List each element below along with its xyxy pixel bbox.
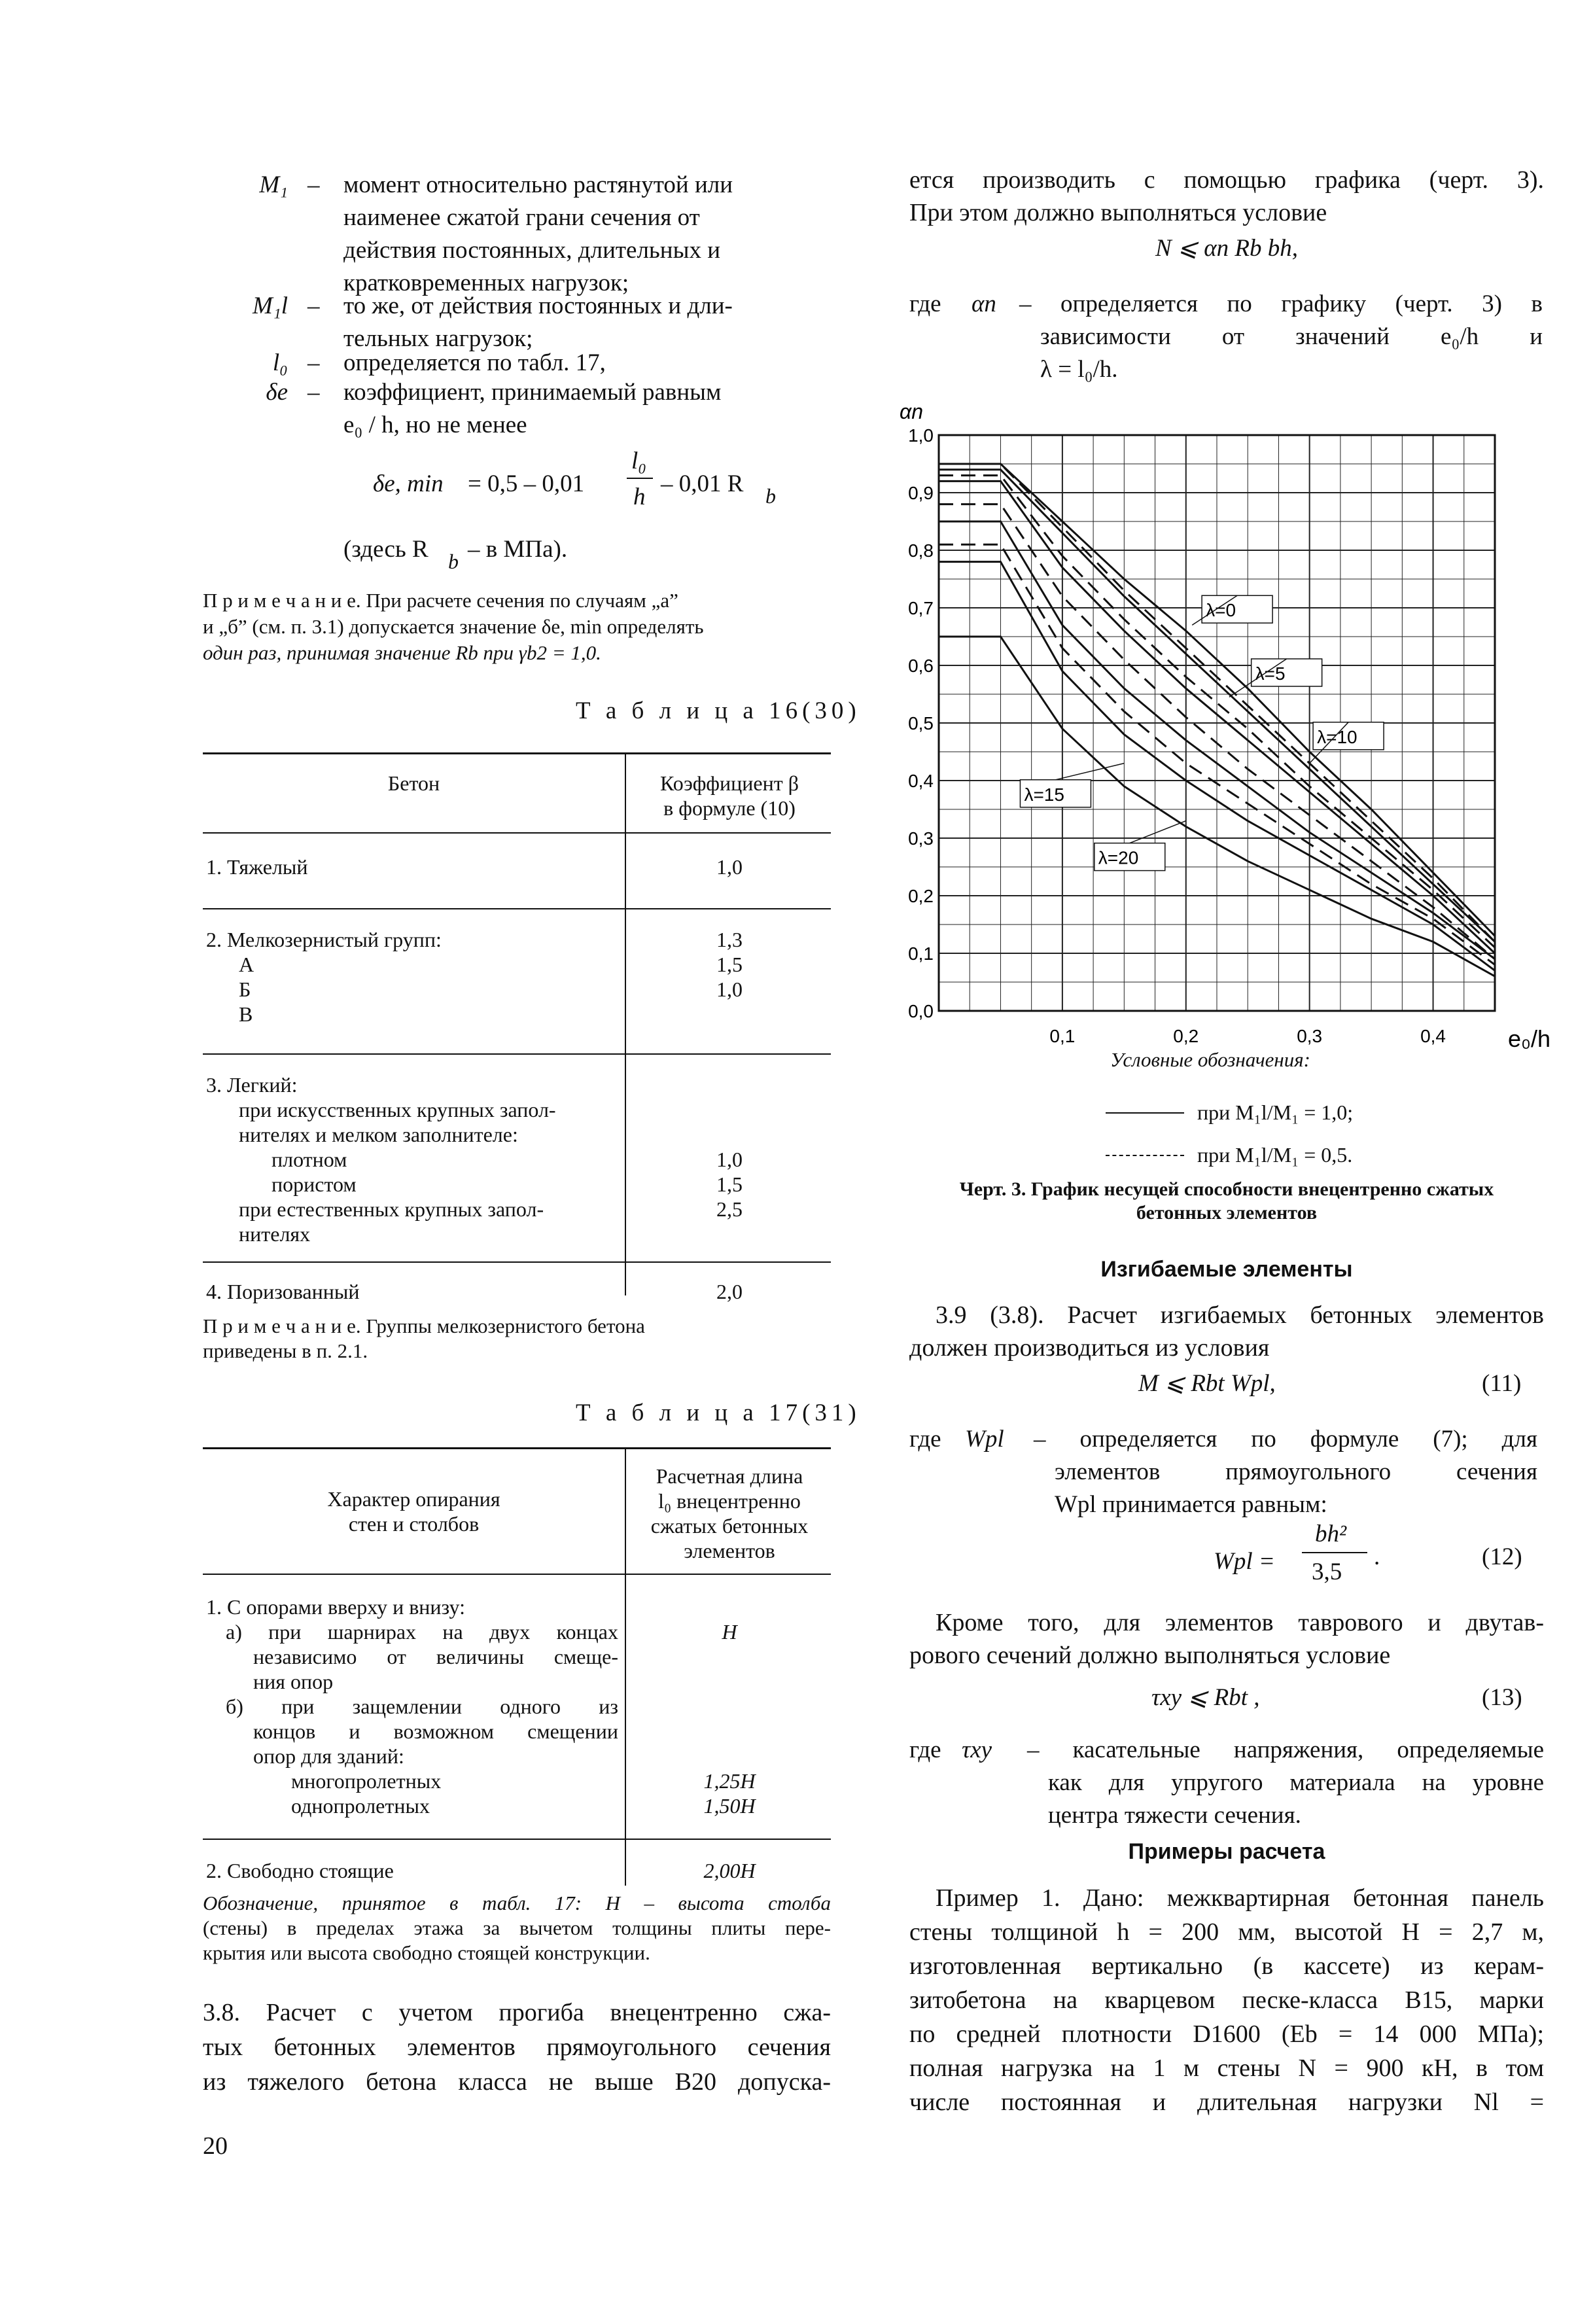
- table-row-label: 4. Поризованный: [206, 1280, 360, 1303]
- x-tick-label: 0,3: [1297, 1026, 1323, 1046]
- table-caption: Т а б л и ц а 17(31): [576, 1400, 861, 1426]
- section-heading-bending: Изгибаемые элементы: [1100, 1257, 1353, 1282]
- y-tick-label: 0,9: [908, 483, 934, 503]
- intro-paragraph: ется производить с помощью графика (черт. 3). При этом должно выполняться условие: [909, 166, 1544, 226]
- formula-number: (11): [1482, 1370, 1522, 1397]
- symbol: M₁: [259, 171, 288, 198]
- y-tick-label: 0,1: [908, 943, 934, 964]
- table-rule: [203, 1574, 831, 1575]
- symbol: δe: [266, 379, 288, 406]
- table-divider: [625, 1447, 626, 1886]
- chart-caption: Черт. 3. График несущей способности внецентренно сжатых бетонных элементов: [959, 1178, 1494, 1224]
- table-divider: [625, 752, 626, 1295]
- column-header: Расчетная длина l₀ внецентренно сжатых бетонных элементов: [650, 1464, 809, 1562]
- chart-grid: [939, 435, 1495, 1011]
- bearing-capacity-chart: [896, 399, 1550, 1086]
- y-tick-label: 0,3: [908, 828, 934, 849]
- section-heading-examples: Примеры расчета: [1128, 1839, 1325, 1864]
- column-header: Бетон: [387, 771, 440, 795]
- table-caption: Т а б л и ц а 16(30): [576, 697, 861, 724]
- legend-label: при M₁l/M₁ = 1,0;: [1197, 1100, 1354, 1124]
- y-tick-label: 0,7: [908, 598, 934, 618]
- table-note: П р и м е ч а н и е. Группы мелкозернистого бетона приведены в п. 2.1.: [203, 1314, 645, 1362]
- legend-title: Условные обозначения:: [1110, 1048, 1310, 1071]
- annotation-label: λ=10: [1317, 726, 1357, 747]
- fraction-bar: [1302, 1552, 1367, 1553]
- annotation-label: λ=15: [1024, 784, 1064, 805]
- dash: –: [307, 379, 320, 406]
- definition-text: коэффициент, принимаемый равным e₀ / h, но не менее: [343, 379, 722, 438]
- y-tick-label: 0,4: [908, 771, 934, 791]
- table-rule: [203, 1839, 831, 1840]
- table-row-label: 1. С опорами вверху и внизу: а) при шарнирах на двух концах независимо от величины смеще- ния опор б) при защемлении одного из концов и возможном смещении опор для зданий: многопролетных однопролетных: [206, 1595, 618, 1818]
- table-row-value: 2,00H: [703, 1859, 756, 1882]
- table-row-label: 1. Тяжелый: [206, 855, 308, 879]
- x-tick-label: 0,2: [1173, 1026, 1199, 1046]
- symbol: l₀: [272, 349, 288, 376]
- definition-text: определяется по табл. 17,: [343, 349, 606, 376]
- annotation-label: λ=5: [1255, 663, 1286, 684]
- annotation-leader: [1130, 821, 1186, 843]
- x-tick-label: 0,4: [1420, 1026, 1446, 1046]
- definition-text: то же, от действия постоянных и дли- тельных нагрузок;: [343, 292, 733, 352]
- y-tick-label: 0,5: [908, 713, 934, 733]
- table-note: Обозначение, принятое в табл. 17: H – высота столба (стены) в пределах этажа за вычетом толщины плиты пере- крытия или высота свободно стоящей конструкции.: [203, 1892, 831, 1964]
- table-rule: [203, 1053, 831, 1055]
- definition-text: момент относительно растянутой или наименее сжатой грани сечения от действия постоянных, длительных и кратковременных нагрузок;: [343, 171, 733, 296]
- y-tick-label: 0,6: [908, 656, 934, 676]
- dash: –: [307, 171, 320, 198]
- y-tick-label: 0,8: [908, 540, 934, 561]
- table-row-value: H 1,25H 1,50H: [703, 1620, 756, 1818]
- example-1: Пример 1. Дано: межквартирная бетонная панель стены толщиной h = 200 мм, высотой H = 2,7 м, изготовленная вертикально (в кассете) из керам- зитобетона на кварцевом песке-класса В15, марки по средней плотности D1600 (Eb = 14 000 МПа); полная нагрузка на 1 м стены N = 900 кН, в том числе постоянная и длительная нагрузки Nl =: [909, 1884, 1544, 2116]
- annotation-label: λ=0: [1206, 600, 1236, 621]
- table-row-label: 2. Свободно стоящие: [206, 1859, 394, 1882]
- column-header: Коэффициент β в формуле (10): [660, 771, 799, 820]
- paragraph-tee: Кроме того, для элементов таврового и двутав- рового сечений должно выполняться условие: [909, 1609, 1544, 1669]
- legend-label: при M₁l/M₁ = 0,5.: [1197, 1143, 1353, 1167]
- table-row-value: 1,0 1,5 2,5: [716, 1148, 743, 1221]
- legend-dashed-line: [1106, 1155, 1184, 1156]
- y-tick-label: 1,0: [908, 425, 934, 446]
- table-rule: [203, 908, 831, 909]
- table-rule: [203, 832, 831, 834]
- paragraph-3-8: 3.8. Расчет с учетом прогиба внецентренно сжа- тых бетонных элементов прямоугольного сечения из тяжелого бетона класса не выше В20 допуска-: [203, 1999, 831, 2096]
- annotation-label: λ=20: [1098, 847, 1139, 868]
- table-rule: [203, 1261, 831, 1263]
- table-rule: [203, 1447, 831, 1449]
- table-row-value: 1,0: [716, 855, 743, 879]
- chart-y-label: αn: [900, 400, 924, 423]
- symbol: M₁l: [253, 292, 288, 319]
- dash: –: [307, 349, 320, 376]
- formula-number: (12): [1482, 1543, 1522, 1570]
- x-tick-label: 0,1: [1049, 1026, 1076, 1046]
- fraction-bar: [627, 478, 653, 479]
- table-row-value: 2,0: [716, 1280, 743, 1303]
- formula-number: (13): [1482, 1684, 1522, 1711]
- paragraph-3-9: 3.9 (3.8). Расчет изгибаемых бетонных элементов должен производиться из условия: [909, 1301, 1544, 1362]
- y-tick-label: 0,0: [908, 1001, 934, 1021]
- y-tick-label: 0,2: [908, 886, 934, 906]
- chart-x-label: e₀/h: [1508, 1025, 1550, 1052]
- condition-formula: N ⩽ αn Rb bh,: [1155, 235, 1298, 262]
- table-row-label: 2. Мелкозернистый групп: А Б В: [206, 928, 442, 1026]
- table-row-value: 1,3 1,5 1,0: [716, 928, 743, 1001]
- table-row-label: 3. Легкий: при искусственных крупных запол- нителях и мелком заполнителе: плотном пористом при естественных крупных запол- нителях: [206, 1073, 556, 1246]
- legend-solid-line: [1106, 1112, 1184, 1114]
- column-header: Характер опирания стен и столбов: [327, 1487, 500, 1536]
- dash: –: [307, 292, 320, 319]
- note-calculation: П р и м е ч а н и е. При расчете сечения по случаям „а” и „б” (см. п. 3.1) допускается значение δe, min определять один раз, принимая значение Rb при γb2 = 1,0.: [203, 589, 704, 664]
- page-number: 20: [203, 2132, 228, 2160]
- table-rule: [203, 752, 831, 754]
